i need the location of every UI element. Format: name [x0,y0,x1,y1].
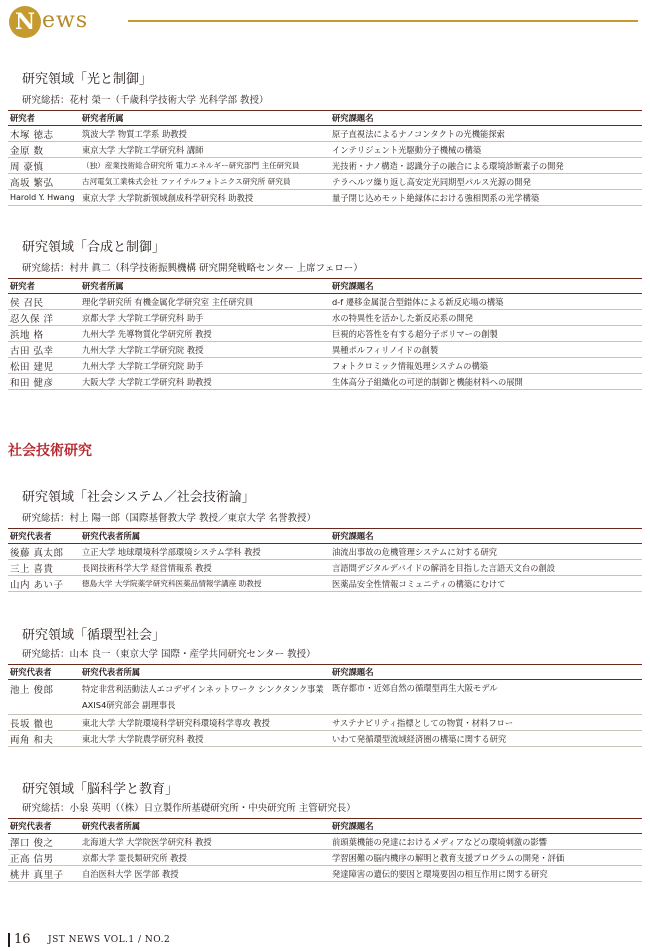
table-row [8,834,642,850]
research-topic: 医薬品安全性情報コミュニティの構築にむけて [330,576,642,592]
section-heading: 社会技術研究 [8,443,92,459]
research-topic: 異種ポルフィリノイドの創製 [330,342,642,358]
table-row [8,731,642,747]
research-topic: 原子直視法によるナノコンタクトの光機能探索 [330,126,642,142]
researcher-affiliation: 九州大学 大学院工学研究院 助手 [80,358,330,374]
researcher-name: 両角 和夫 [8,731,80,747]
area-supervisor: 研究総括：村上 陽一郎（国際基督教大学 教授／東京大学 名誉教授） [22,513,317,524]
area-title: 研究領域「脳科学と教育」 [22,782,179,797]
research-topic: 水の特異性を活かした新反応系の開発 [330,310,642,326]
researcher-name: 後藤 真太郎 [8,544,80,560]
page-header [0,0,650,44]
researcher-name: 浜地 格 [8,326,80,342]
table-row [8,560,642,576]
header-researcher: 研究者 [8,279,80,294]
researcher-affiliation: 古河電気工業株式会社 ファイテルフォトニクス研究所 研究員 [80,174,330,190]
header-affiliation: 研究者所属 [80,279,330,294]
research-topic: いわて発循環型流域経済圏の構築に関する研究 [330,731,642,747]
table-header-row [8,819,642,834]
table-row [8,158,642,174]
researcher-name: Harold Y. Hwang [8,190,80,206]
header-researcher: 研究代表者 [8,529,80,544]
table-row [8,174,642,190]
table-row [8,326,642,342]
table-row [8,850,642,866]
researcher-name: 木塚 徳志 [8,126,80,142]
research-topic: テラヘルツ繰り返し高安定光同期型パルス光源の開発 [330,174,642,190]
page-footer [0,930,650,951]
researcher-name: 松田 建児 [8,358,80,374]
page-number: 16 [14,932,31,947]
table-row [8,126,642,142]
researcher-affiliation: 九州大学 大学院工学研究院 教授 [80,342,330,358]
researcher-name: 高坂 繁弘 [8,174,80,190]
header-researcher: 研究代表者 [8,665,80,680]
researcher-table [8,110,642,206]
researcher-name: 長坂 徹也 [8,715,80,731]
header-affiliation: 研究代表者所属 [80,529,330,544]
research-topic: サステナビリティ指標としての物質・材料フロー [330,715,642,731]
researcher-name: 池上 俊郎 [8,680,80,715]
table-row [8,544,642,560]
header-topic: 研究課題名 [330,819,642,834]
researcher-affiliation: 東北大学 大学院環境科学研究科環境科学専攻 教授 [80,715,330,731]
area-supervisor: 研究総括：山本 良一（東京大学 国際・産学共同研究センター 教授） [22,649,316,660]
research-topic: d-f 遷移金属混合型錯体による新反応場の構築 [330,294,642,310]
research-topic: 発達障害の遺伝的要因と環境要因の相互作用に関する研究 [330,866,642,882]
header-topic: 研究課題名 [330,279,642,294]
table-header-row [8,279,642,294]
researcher-affiliation: 東京大学 大学院新領域創成科学研究科 助教授 [80,190,330,206]
researcher-name: 金原 数 [8,142,80,158]
area-title: 研究領域「社会システム／社会技術論」 [22,490,255,505]
table-header-row [8,665,642,680]
header-researcher: 研究代表者 [8,819,80,834]
researcher-table [8,664,642,747]
research-topic: 光技術・ナノ構造・認識分子の融合による環境診断素子の開発 [330,158,642,174]
header-affiliation: 研究者所属 [80,111,330,126]
research-topic: 油流出事故の危機管理システムに対する研究 [330,544,642,560]
table-row [8,576,642,592]
news-logo-text: ews [42,8,89,33]
researcher-affiliation: 筑波大学 物質工学系 助教授 [80,126,330,142]
researcher-name: 三上 喜貴 [8,560,80,576]
researcher-affiliation: 京都大学 霊長類研究所 教授 [80,850,330,866]
header-rule [128,20,638,22]
researcher-affiliation: 理化学研究所 有機金属化学研究室 主任研究員 [80,294,330,310]
header-topic: 研究課題名 [330,529,642,544]
researcher-affiliation: 東北大学 大学院農学研究科 教授 [80,731,330,747]
header-affiliation: 研究代表者所属 [80,665,330,680]
table-row [8,680,642,715]
researcher-affiliation: 特定非営利活動法人エコデザインネットワーク シンクタンク事業AXIS4研究部会 副理事長 [80,680,330,715]
table-row [8,374,642,390]
area-title: 研究領域「合成と制御」 [22,240,166,255]
researcher-affiliation: 長岡技術科学大学 経営情報系 教授 [80,560,330,576]
research-topic: 量子閉じ込めモット絶縁体における強相関系の光学構築 [330,190,642,206]
researcher-name: 周 豪慎 [8,158,80,174]
researcher-table [8,528,642,592]
area-supervisor: 研究総括：村井 眞二（科学技術振興機構 研究開発戦略センター 上席フェロー） [22,263,363,274]
researcher-name: 澤口 俊之 [8,834,80,850]
area-supervisor: 研究総括：小泉 英明（（株）日立製作所基礎研究所・中央研究所 主管研究長） [22,803,356,814]
researcher-name: 忍久保 洋 [8,310,80,326]
table-row [8,310,642,326]
header-researcher: 研究者 [8,111,80,126]
header-topic: 研究課題名 [330,665,642,680]
researcher-affiliation: 自治医科大学 医学部 教授 [80,866,330,882]
table-row [8,866,642,882]
research-topic: フォトクロミック情報処理システムの構築 [330,358,642,374]
researcher-affiliation: 北海道大学 大学院医学研究科 教授 [80,834,330,850]
area-title: 研究領域「光と制御」 [22,72,153,87]
researcher-name: 山内 あい子 [8,576,80,592]
table-header-row [8,111,642,126]
header-topic: 研究課題名 [330,111,642,126]
researcher-name: 古田 弘幸 [8,342,80,358]
researcher-name: 桃井 真里子 [8,866,80,882]
area-title: 研究領域「循環型社会」 [22,628,166,643]
research-topic: 前頭葉機能の発達におけるメディアなどの環境刺激の影響 [330,834,642,850]
area-supervisor: 研究総括：花村 榮一（千歳科学技術大学 光科学部 教授） [22,95,269,106]
table-header-row [8,529,642,544]
research-topic: 生体高分子組織化の可逆的制御と機能材料への展開 [330,374,642,390]
researcher-affiliation: 九州大学 先導物質化学研究所 教授 [80,326,330,342]
researcher-name: 和田 健彦 [8,374,80,390]
research-topic: 巨視的応答性を有する超分子ポリマーの創製 [330,326,642,342]
researcher-affiliation: 大阪大学 大学院工学研究科 助教授 [80,374,330,390]
researcher-table [8,278,642,390]
researcher-affiliation: 京都大学 大学院工学研究科 助手 [80,310,330,326]
table-row [8,190,642,206]
research-topic: 言語間デジタルデバイドの解消を目指した言語天文台の創設 [330,560,642,576]
researcher-affiliation: 東京大学 大学院工学研究科 講師 [80,142,330,158]
footer-divider [8,933,10,947]
research-topic: インテリジェント光駆動分子機械の構築 [330,142,642,158]
header-affiliation: 研究代表者所属 [80,819,330,834]
research-topic: 既存都市・近郊自然の循環型再生大阪モデル [330,680,642,715]
researcher-name: 正高 信男 [8,850,80,866]
researcher-affiliation: （独）産業技術総合研究所 電力エネルギー研究部門 主任研究員 [80,158,330,174]
table-row [8,142,642,158]
table-row [8,358,642,374]
researcher-table [8,818,642,882]
researcher-affiliation: 立正大学 地球環境科学部環境システム学科 教授 [80,544,330,560]
news-logo-initial: N [9,6,41,38]
table-row [8,294,642,310]
research-topic: 学習困難の脳内機序の解明と教育支援プログラムの開発・評価 [330,850,642,866]
researcher-affiliation: 徳島大学 大学院薬学研究科医薬品情報学講座 助教授 [80,576,330,592]
researcher-name: 侯 召民 [8,294,80,310]
publication-info: JST NEWS VOL.1 / NO.2 [48,935,171,945]
table-row [8,715,642,731]
table-row [8,342,642,358]
